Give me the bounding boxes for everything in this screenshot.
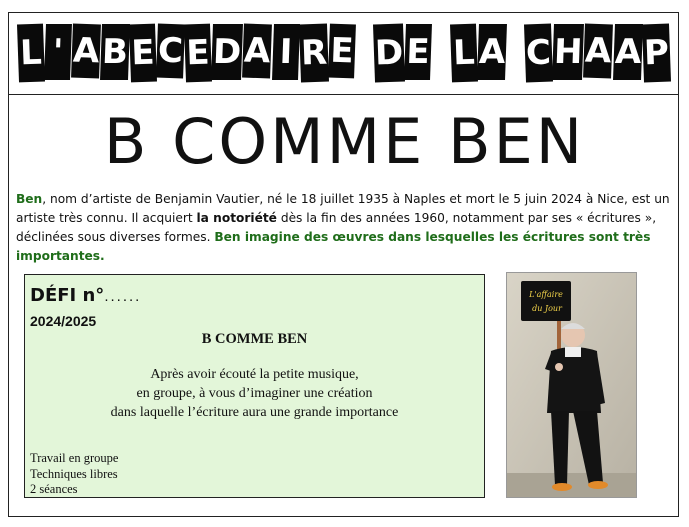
defi-number-blank: ......: [104, 288, 142, 305]
title-letter: A: [477, 24, 507, 80]
title-letter: A: [613, 24, 643, 80]
defi-title: B COMME BEN: [201, 331, 308, 347]
title-letter: R: [299, 24, 329, 83]
defi-label-text: DÉFI n°: [30, 285, 105, 306]
defi-desc-line: dans laquelle l’écriture aura une grande importance: [110, 405, 399, 420]
ben-photo: [506, 272, 637, 498]
intro-bold: la notoriété: [196, 211, 277, 225]
artist-name: Ben: [16, 192, 43, 206]
title-word: [451, 24, 506, 82]
title-letter: D: [211, 24, 243, 80]
title-letter: A: [243, 24, 273, 79]
title-word: [374, 24, 431, 82]
defi-meta-line: Techniques libres: [30, 466, 118, 481]
title-letter: P: [642, 24, 671, 83]
title-letter: A: [583, 24, 613, 79]
defi-year: 2024/2025: [30, 313, 97, 329]
title-letter: B: [100, 24, 130, 80]
title-letter: C: [156, 24, 185, 79]
right-shoe: [588, 481, 608, 489]
ben-photo-illustration: [507, 273, 637, 498]
floor: [507, 473, 637, 498]
intro-paragraph: [16, 190, 676, 266]
intro-green-sentence: Ben imagine des œuvres dans lesquelles les écritures sont très importantes.: [16, 230, 651, 263]
title-letter: L: [17, 24, 45, 83]
title-word: [18, 24, 355, 82]
sign-text-1: L'affaire: [529, 290, 563, 299]
title-letter: D: [373, 23, 405, 82]
title-letter: I: [272, 24, 300, 80]
left-shoe: [552, 483, 572, 491]
collar: [565, 347, 581, 357]
defi-desc-line: Après avoir écouté la petite musique,: [150, 367, 359, 382]
hand: [555, 363, 563, 371]
defi-meta: [30, 451, 118, 498]
headline: B COMME BEN: [103, 105, 586, 178]
defi-desc-line: en groupe, à vous d’imaginer une création: [136, 386, 373, 401]
defi-label: [30, 285, 141, 306]
defi-meta-line: Travail en groupe: [30, 451, 119, 465]
title-word: [525, 24, 670, 82]
title-letter: E: [404, 24, 432, 80]
defi-card: [24, 274, 485, 498]
header-divider: [8, 94, 679, 95]
title-letter: E: [328, 24, 356, 79]
abecedaire-title: [18, 22, 670, 84]
title-letter: E: [184, 24, 212, 83]
title-letter: E: [129, 24, 157, 83]
defi-description: [25, 365, 484, 422]
sign-board: [521, 281, 571, 321]
sign-text-2: du Jour: [532, 304, 562, 313]
title-letter: H: [552, 24, 584, 80]
title-letter: C: [524, 24, 553, 83]
defi-meta-line: 2 séances: [30, 482, 78, 496]
title-letter: A: [71, 24, 101, 79]
title-letter: ': [44, 24, 72, 80]
title-letter: L: [449, 24, 477, 83]
intro-text-2: dès la fin des années 1960, notamment par ses « écritures », déclinées sous diverses formes.: [16, 211, 657, 244]
intro-text-1: , nom d’artiste de Benjamin Vautier, né le 18 juillet 1935 à Naples et mort le 5 juin 2024 à Nice, est un artiste très connu. Il acquiert: [16, 192, 670, 225]
